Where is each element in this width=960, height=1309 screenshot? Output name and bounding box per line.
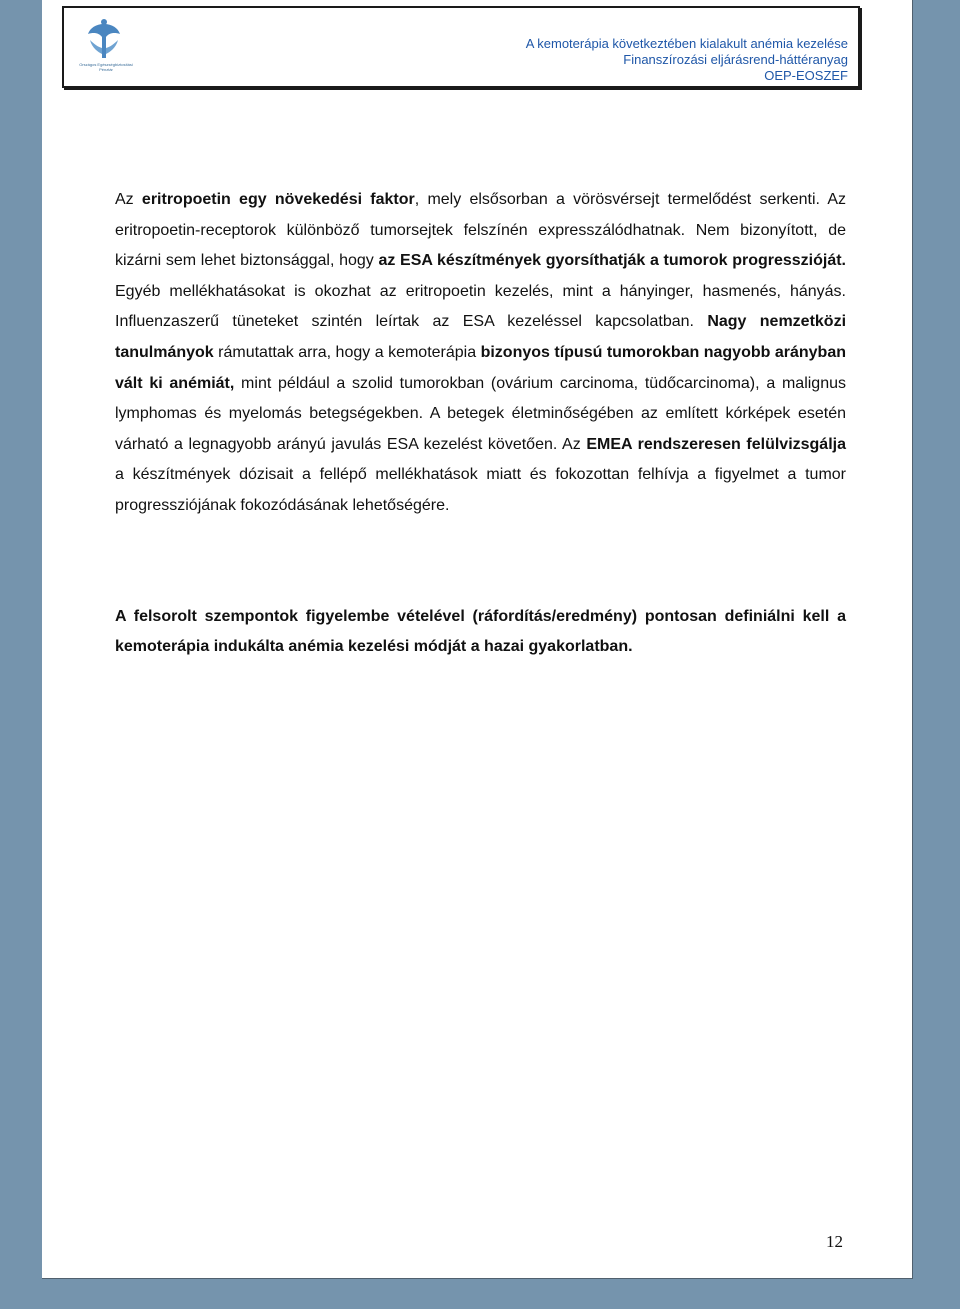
conclusion-paragraph: A felsorolt szempontok figyelembe vételével (ráfordítás/eredmény) pontosan definiálni kell a kemoterápia indukálta anémia kezelési módját a hazai gyakorlatban. [115, 608, 846, 655]
text-run: a készítmények dózisait a fellépő mellékhatások miatt és fokozottan felhívja a figyelmet a tumor progressziójának fokozódásának lehetőségére. [115, 466, 846, 514]
bold-run: EMEA rendszeresen felülvizsgálja [586, 435, 846, 453]
bold-run: eritropoetin egy növekedési faktor [141, 191, 415, 208]
oep-logo [74, 18, 134, 76]
header-subtitle: Finanszírozási eljárásrend-háttéranyag [623, 52, 848, 67]
bold-run: az ESA készítmények gyorsíthatják a tumorok progresszióját. [378, 252, 846, 270]
page-number: 12 [826, 1232, 843, 1251]
logo-caption: Országos Egészségbiztosítási Pénztár [79, 62, 133, 72]
text-run: , mely elsősorban a vörösvérsejt termelődést serkenti. Az eritropoetin-receptorok különböző tumorsejtek felszínén expresszálódhatnak. Nem bizonyított, de kizárni sem lehet biztonsággal, hogy [115, 191, 846, 270]
body-paragraph [115, 185, 846, 522]
page-header [62, 6, 860, 88]
bold-run: Nagy nemzetközi tanulmányok [115, 313, 847, 361]
header-org: OEP-EOSZEF [764, 68, 848, 83]
header-title: A kemoterápia következtében kialakult anémia kezelése [525, 36, 848, 51]
text-run: Az [115, 191, 142, 208]
text-run: Egyéb mellékhatásokat is okozhat az eritropoetin kezelés, mint a hányinger, hasmenés, hányás. Influenzaszerű tüneteket szintén leírtak az ESA kezeléssel kapcsolatban. [115, 282, 846, 331]
text-run: mint például a szolid tumorokban (ovárium carcinoma, tüdőcarcinoma), a malignus lymphomas és myelomás betegségekben. A betegek életminőségében az említett kórképek esetén várható a legnagyobb arányú javulás ESA kezelést követően. Az [115, 374, 846, 453]
header-titles [526, 36, 848, 84]
bold-run: bizonyos típusú tumorokban nagyobb arányban vált ki anémiát, [115, 343, 846, 392]
oep-logo-icon [74, 18, 134, 62]
text-run: rámutattak arra, hogy a kemoterápia [213, 343, 481, 361]
